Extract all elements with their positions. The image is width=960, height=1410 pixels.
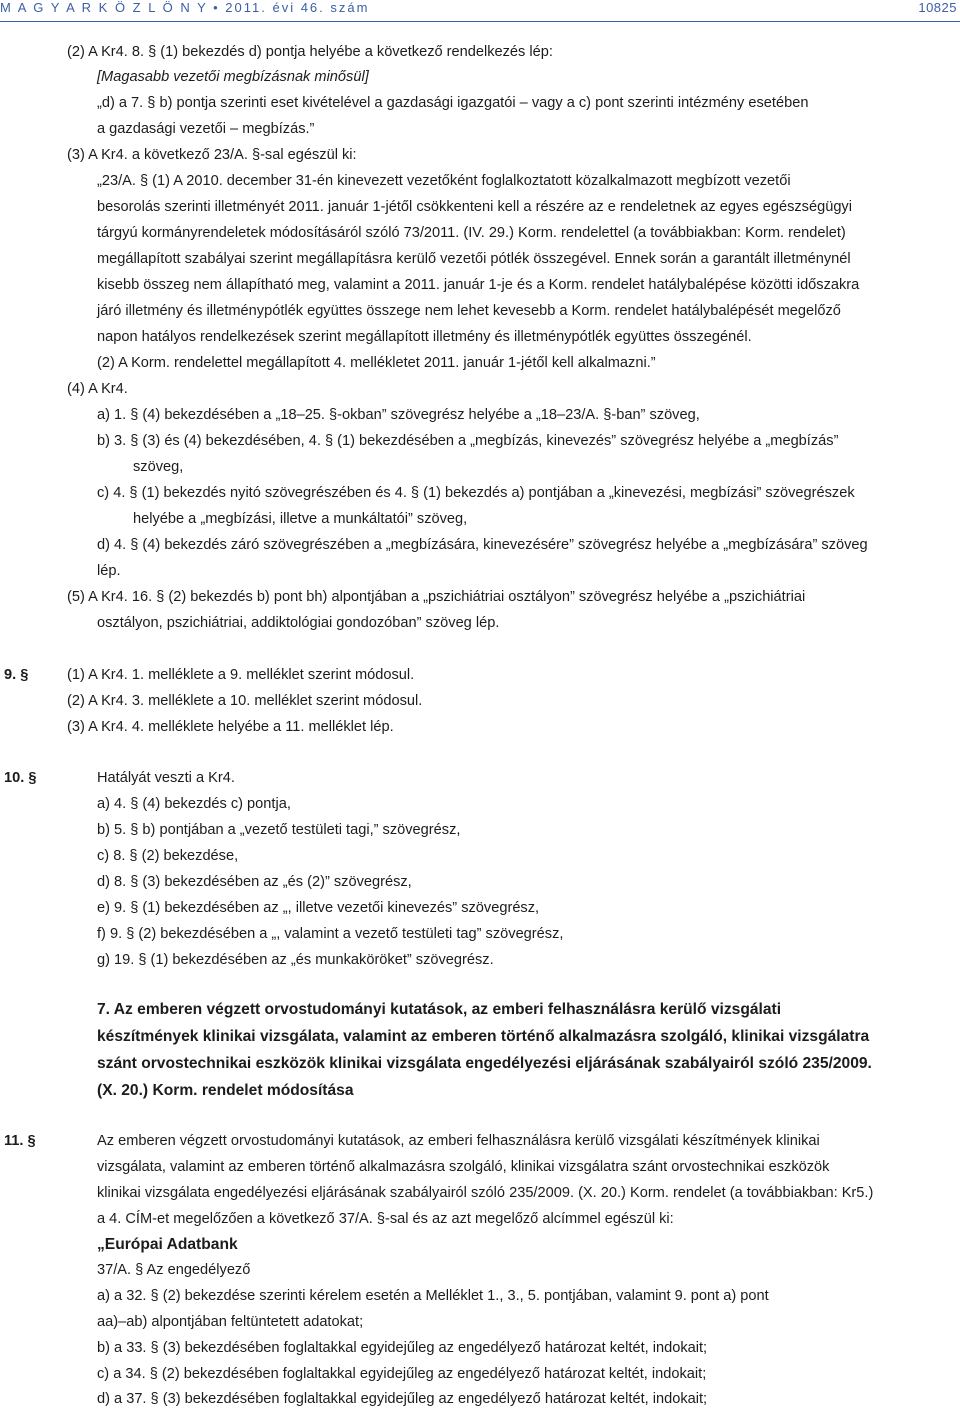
section-number: 9. §	[4, 667, 29, 683]
section-number: 11. §	[4, 1133, 36, 1149]
list-item: c) 4. § (1) bekezdés nyitó szövegrészében és 4. § (1) bekezdés a) pontjában a „kinevezési, megbízási” szövegrészek	[97, 485, 855, 501]
paragraph-line: Az emberen végzett orvostudományi kutatások, az emberi felhasználásra kerülő vizsgálati készítmények klinikai	[97, 1133, 820, 1149]
chapter-heading: szánt orvostechnikai eszközök klinikai vizsgálata engedélyezési eljárásának szabályairól szóló 235/2009.	[97, 1055, 872, 1072]
paragraph-line: a gazdasági vezetői – megbízás.”	[97, 121, 315, 137]
list-item: c) a 34. § (2) bekezdésében foglaltakkal egyidejűleg az engedélyező határozat keltét, indokait;	[97, 1366, 707, 1382]
paragraph-line: 37/A. § Az engedélyező	[97, 1262, 251, 1278]
chapter-heading: 7. Az emberen végzett orvostudományi kutatások, az emberi felhasználásra kerülő vizsgálati	[97, 1001, 782, 1018]
list-item: aa)–ab) alpontjában feltüntetett adatokat;	[97, 1314, 364, 1330]
list-item: lép.	[97, 563, 121, 579]
paragraph-line: Hatályát veszti a Kr4.	[97, 770, 235, 786]
chapter-heading: (X. 20.) Korm. rendelet módosítása	[97, 1082, 354, 1099]
list-item: c) 8. § (2) bekezdése,	[97, 848, 239, 864]
section-number: 10. §	[4, 770, 37, 786]
list-item: helyébe a „megbízási, illetve a munkáltatói” szöveg,	[133, 511, 468, 527]
list-item: b) a 33. § (3) bekezdésében foglaltakkal egyidejűleg az engedélyező határozat keltét, indokait;	[97, 1340, 708, 1356]
paragraph-line: napon hatályos rendelkezések szerint megállapított illetmény és illetménypótlék együttes összegénél.	[97, 329, 752, 345]
list-item: b) 3. § (3) és (4) bekezdésében, 4. § (1) bekezdésében a „megbízás, kinevezés” szövegrész helyébe a „megbízás”	[97, 433, 839, 449]
list-item: d) a 37. § (3) bekezdésében foglaltakkal egyidejűleg az engedélyező határozat keltét, indokait;	[97, 1391, 708, 1407]
paragraph-line: (3) A Kr4. 4. melléklete helyébe a 11. melléklet lép.	[67, 719, 394, 735]
paragraph-line: kisebb összeg nem állapítható meg, valamint a 2011. január 1-je és a Korm. rendelet hatálybalépése közötti időszakra	[97, 277, 860, 293]
page-header	[0, 0, 960, 24]
paragraph-line: (2) A Korm. rendelettel megállapított 4. mellékletet 2011. január 1-jétől kell alkalmazni.”	[97, 355, 656, 371]
paragraph-line: klinikai vizsgálata engedélyezési eljárásának szabályairól szóló 235/2009. (X. 20.) Korm. rendelet (a továbbiakban: Kr5.)	[97, 1185, 874, 1201]
paragraph-line: [Magasabb vezetői megbízásnak minősül]	[97, 69, 369, 85]
list-item: f) 9. § (2) bekezdésében a „, valamint a vezető testületi tag” szövegrész,	[97, 926, 564, 942]
paragraph-line: járó illetmény és illetménypótlék együttes összege nem lehet kevesebb a Korm. rendelet hatálybalépését megelőző	[97, 303, 841, 319]
list-item: a) 1. § (4) bekezdésében a „18–25. §-okban” szövegrész helyébe a „18–23/A. §-ban” szöveg,	[97, 407, 700, 423]
paragraph-line: megállapított szabályai szerint megállapításra kerülő vezetői pótlék összegével. Ennek során a garantált illetménynél	[97, 251, 851, 267]
list-item: szöveg,	[133, 459, 184, 475]
list-item: d) 8. § (3) bekezdésében az „és (2)” szövegrész,	[97, 874, 412, 890]
subtitle: „Európai Adatbank	[97, 1236, 238, 1253]
paragraph-line: (5) A Kr4. 16. § (2) bekezdés b) pont bh) alpontjában a „pszichiátriai osztályon” szövegrész helyébe a „pszichiátriai	[67, 589, 806, 605]
list-item: g) 19. § (1) bekezdésében az „és munkaköröket” szövegrész.	[97, 952, 494, 968]
list-item: b) 5. § b) pontjában a „vezető testületi tagi,” szövegrész,	[97, 822, 461, 838]
paragraph-line: „d) a 7. § b) pontja szerinti eset kivételével a gazdasági igazgatói – vagy a c) pont szerinti intézmény esetében	[97, 95, 809, 111]
page-number: 10825	[918, 0, 957, 15]
header-rule	[0, 21, 960, 22]
paragraph-line: a 4. CÍM-et megelőzően a következő 37/A. §-sal és az azt megelőző alcímmel egészül ki:	[97, 1211, 674, 1227]
paragraph-line: (3) A Kr4. a következő 23/A. §-sal egészül ki:	[67, 147, 357, 163]
paragraph-line: osztályon, pszichiátriai, addiktológiai gondozóban” szöveg lép.	[97, 615, 500, 631]
paragraph-line: (1) A Kr4. 1. melléklete a 9. melléklet szerint módosul.	[67, 667, 415, 683]
paragraph-line: (4) A Kr4.	[67, 381, 128, 397]
paragraph-line: vizsgálata, valamint az emberen történő alkalmazásra szolgáló, klinikai vizsgálatra szánt orvostechnikai eszközök	[97, 1159, 830, 1175]
paragraph-line: tárgyú kormányrendeletek módosításáról szóló 73/2011. (IV. 29.) Korm. rendelettel (a továbbiakban: Korm. rendelet)	[97, 225, 846, 241]
list-item: a) 4. § (4) bekezdés c) pontja,	[97, 796, 291, 812]
list-item: d) 4. § (4) bekezdés záró szövegrészében a „megbízására, kinevezésére” szövegrész helyébe a „megbízására” szöveg	[97, 537, 868, 553]
chapter-heading: készítmények klinikai vizsgálata, valamint az emberen történő alkalmazásra szolgáló, klinikai vizsgálatra	[97, 1028, 870, 1045]
paragraph-line: (2) A Kr4. 3. melléklete a 10. melléklet szerint módosul.	[67, 693, 423, 709]
list-item: a) a 32. § (2) bekezdése szerinti kérelem esetén a Melléklet 1., 3., 5. pontjában, valamint 9. pont a) pont	[97, 1288, 769, 1304]
publication-title: M A G Y A R K Ö Z L Ö N Y • 2011. évi 46. szám	[0, 0, 370, 15]
paragraph-line: (2) A Kr4. 8. § (1) bekezdés d) pontja helyébe a következő rendelkezés lép:	[67, 44, 553, 60]
paragraph-line: besorolás szerinti illetményét 2011. január 1-jétől csökkenteni kell a részére az e rendeletnek az egyes egészségügyi	[97, 199, 852, 215]
paragraph-line: „23/A. § (1) A 2010. december 31-én kinevezett vezetőként foglalkoztatott közalkalmazott megbízott vezetői	[97, 173, 791, 189]
list-item: e) 9. § (1) bekezdésében az „, illetve vezetői kinevezés” szövegrész,	[97, 900, 540, 916]
